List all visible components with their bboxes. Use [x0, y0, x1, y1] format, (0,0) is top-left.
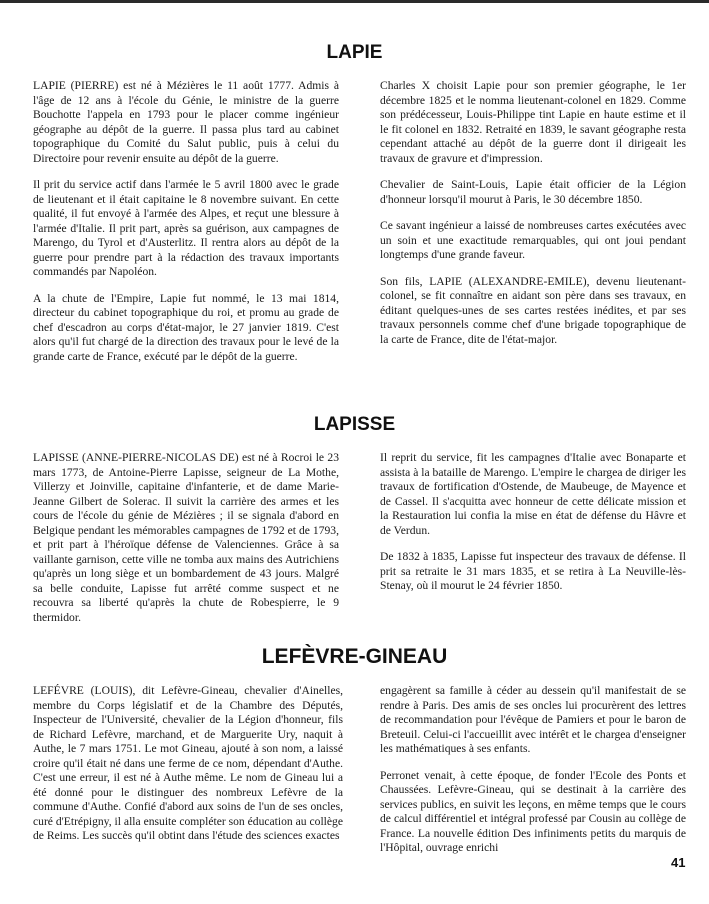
paragraph: Ce savant ingénieur a laissé de nombreuses cartes exécutées avec un soin et une exactitude remarquables, qui ont joui pendant longtemps d'une grande faveur.	[380, 219, 686, 261]
section-title-lapie: LAPIE	[326, 42, 383, 63]
paragraph: Il prit du service actif dans l'armée le 5 avril 1800 avec le grade de lieutenant et il était capitaine le 8 novembre suivant. En cette qualité, il fut envoyé à l'armée des Alpes, et reçut une blessure à l'armée d'Italie. Il prit part, après sa guérison, aux campagnes de Marengo, du Tyrol et d'Austerlitz. Il rentra alors au dépôt de la guerre pour prendre part à la rédaction des travaux importants commandés par Napoléon.	[33, 178, 339, 278]
paragraph: Il reprit du service, fit les campagnes d'Italie avec Bonaparte et assista à la bataille de Marengo. L'empire le chargea de diriger les travaux de fortification d'Ostende, de Maubeuge, de Mayence et de Cassel. Il s'acquitta avec honneur de cette délicate mission et la Restauration lui confia la mise en état de défense du Hâvre et de Verdun.	[380, 451, 686, 537]
paragraph: A la chute de l'Empire, Lapie fut nommé, le 13 mai 1814, directeur du cabinet topographique du roi, et promu au grade de chef d'escadron au corps d'état-major, le 27 janvier 1819. C'est alors qu'il fut chargé de la direction des travaux pour le levé de la grande carte de France, exécuté par le dépôt de la guerre.	[33, 291, 339, 363]
lapie-left-column	[33, 79, 339, 376]
lapisse-left-column	[33, 451, 339, 637]
paragraph: LEFÉVRE (LOUIS), dit Lefèvre-Gineau, chevalier d'Ainelles, membre du Corps législatif et de la Chambre des Députés, Inspecteur de l'Université, chevalier de la Légion d'honneur, fils de Richard Lefèvre, marchand, et de Marguerite Ury, naquit à Authe, le 7 mars 1751. Le mot Gineau, ajouté à son nom, a laissé croire qu'il était né dans une ferme de ce nom, dépendant d'Authe. C'est une erreur, il est né à Authe même. Le nom de Gineau lui a été donné pour le distinguer des nombreux Lefèvre de la commune d'Authe. Confié d'abord aux soins de l'un de ses oncles, curé d'Etrépigny, il alla ensuite compléter son éducation au collège de Reims. Les succès qu'il obtint dans l'étude des sciences exactes	[33, 684, 343, 842]
paragraph: Charles X choisit Lapie pour son premier géographe, le 1er décembre 1825 et le nomma lieutenant-colonel en 1829. Comme son prédécesseur, Louis-Philippe tint Lapie en haute estime et il le fit colonel en 1832. Retraité en 1839, le savant géographe resta cependant attaché au dépôt de la guerre dont il dirigeait les travaux de gravure et d'impression.	[380, 79, 686, 165]
paragraph: LAPISSE (ANNE-PIERRE-NICOLAS DE) est né à Rocroi le 23 mars 1773, de Antoine-Pierre Lapisse, seigneur de La Mothe, Villerzy et Joinville, capitaine d'infanterie, et de dame Marie-Jeanne Gilbert de Solerac. Il suivit la carrière des armes et les cours de l'école du génie de Mézières ; il se signala d'abord en Belgique pendant les mémorables campagnes de 1792 et de 1793, et prit part à l'héroïque défense de Valenciennes. Grâce à sa vaillante garnison, cette ville ne tomba aux mains des Autrichiens qu'après un long siège et un bombardement de 43 jours. Malgré sa belle conduite, Lapisse fut arrêté comme suspect et ne recouvra sa liberté qu'après la chute de Robespierre, le 9 thermidor.	[33, 451, 339, 624]
page-number: 41	[671, 855, 686, 870]
lefevre-right-column	[380, 684, 686, 868]
paragraph: Perronet venait, à cette époque, de fonder l'Ecole des Ponts et Chaussées. Lefèvre-Gineau, qui se destinait à la carrière des services publics, en suivit les leçons, en même temps que le cours de calcul différentiel et intégral professé par Cousin au collège de France. La nouvelle édition Des infiniments petits du marquis de l'Hôpital, ouvrage enrichi	[380, 768, 686, 854]
section-title-lefevre-gineau: LEFÈVRE-GINEAU	[261, 645, 448, 668]
paragraph: Son fils, LAPIE (ALEXANDRE-EMILE), devenu lieutenant-colonel, se fit connaître en aidant son père dans ses travaux, en éditant quelques-unes de ses cartes restées inédites, et par ses travaux personnels comme chef d'une brigade topographique de la carte de France, dite de l'état-major.	[380, 274, 686, 346]
paragraph: Chevalier de Saint-Louis, Lapie était officier de la Légion d'honneur lorsqu'il mourut à Paris, le 30 décembre 1850.	[380, 178, 686, 206]
paragraph: De 1832 à 1835, Lapisse fut inspecteur des travaux de défense. Il prit sa retraite le 31 mars 1835, et se retira à La Neuville-lès-Stenay, où il mourut le 24 février 1850.	[380, 550, 686, 592]
top-rule	[0, 0, 709, 3]
section-title-lapisse: LAPISSE	[313, 414, 396, 435]
paragraph: engagèrent sa famille à céder au dessein qu'il manifestait de se rendre à Paris. Des amis de ses oncles lui procurèrent des lettres de recommandation pour l'évêque de Pamiers et pour le baron de Breteuil. Celui-ci l'accueillit avec intérêt et le chargea d'enseigner les mathématiques à ses enfants.	[380, 684, 686, 755]
lapie-right-column	[380, 79, 686, 359]
paragraph: LAPIE (PIERRE) est né à Mézières le 11 août 1777. Admis à l'âge de 12 ans à l'école du Génie, le ministre de la guerre Bouchotte l'appela en 1793 pour le placer comme ingénieur géographe au dépôt de la guerre. Il passa plus tard au cabinet topographique du Comité du Salut public, puis à celui du Directoire pour revenir ensuite au dépôt de la guerre.	[33, 79, 339, 165]
lefevre-left-column	[33, 684, 343, 856]
lapisse-right-column	[380, 451, 686, 606]
